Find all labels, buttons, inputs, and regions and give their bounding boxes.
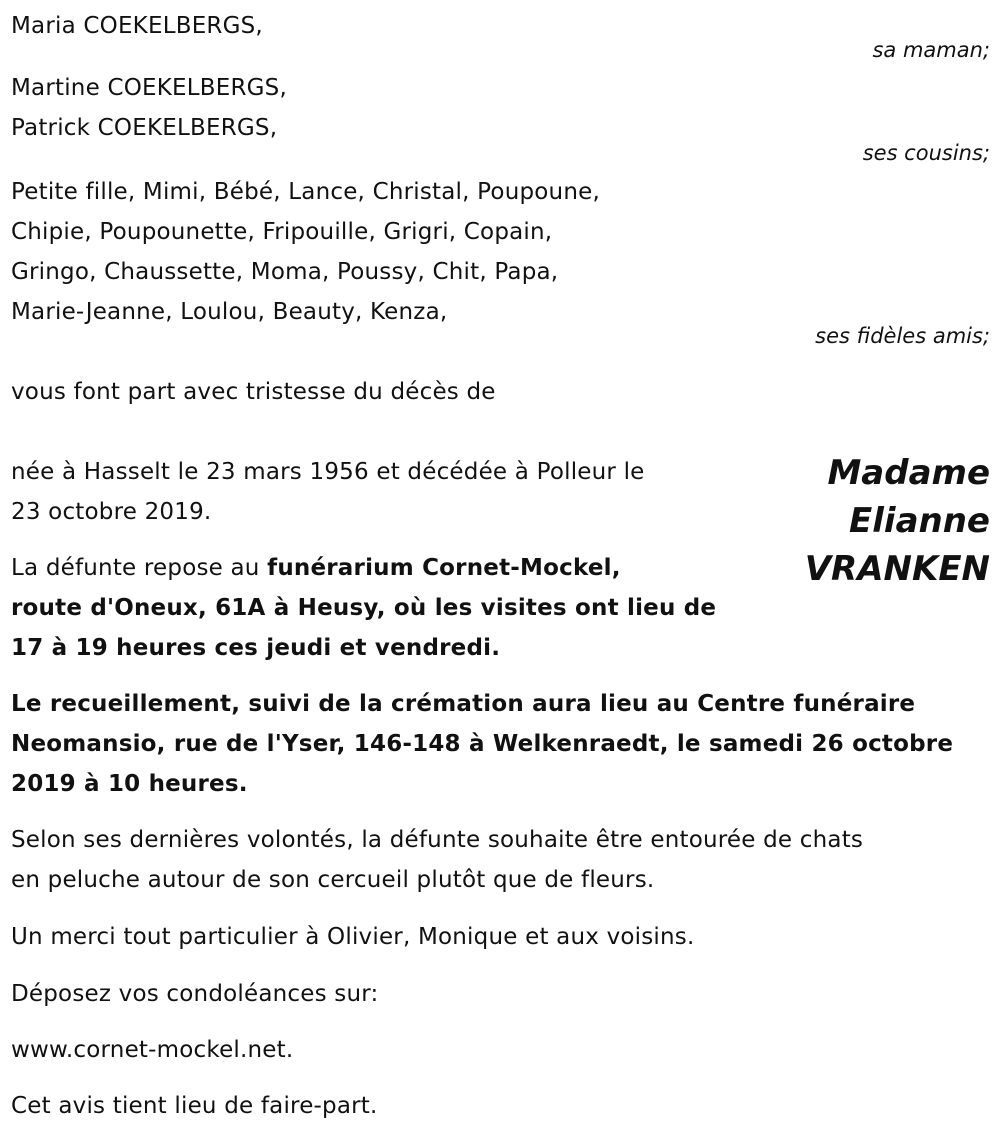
- closing-text: Cet avis tient lieu de faire-part.: [11, 1093, 378, 1119]
- mother-name: Maria COEKELBERGS,: [11, 13, 263, 39]
- ceremony-line: Neomansio, rue de l'Yser, 146-148 à Welkenraedt, le samedi 26 octobre: [11, 731, 954, 757]
- cousin-name: Martine COEKELBERGS,: [11, 75, 287, 101]
- birth-death-line: 23 octobre 2019.: [11, 499, 212, 525]
- cousin-name: Patrick COEKELBERGS,: [11, 115, 278, 141]
- friends-role: ses fidèles amis;: [815, 324, 990, 348]
- friends-line: Marie-Jeanne, Loulou, Beauty, Kenza,: [11, 299, 448, 325]
- visiting-hours: 17 à 19 heures ces jeudi et vendredi.: [11, 635, 501, 661]
- cousins-role: ses cousins;: [862, 141, 990, 165]
- ceremony-line: 2019 à 10 heures.: [11, 771, 248, 797]
- wishes-line: en peluche autour de son cercueil plutôt que de fleurs.: [11, 867, 655, 893]
- website-link[interactable]: www.cornet-mockel.net.: [11, 1037, 294, 1063]
- deceased-first-name: Elianne: [849, 501, 990, 541]
- repose-text: La défunte repose au: [11, 555, 268, 581]
- deceased-last-name: VRANKEN: [804, 549, 990, 589]
- funerarium-name: funérarium Cornet-Mockel,: [267, 555, 621, 581]
- deceased-title: Madame: [827, 453, 990, 493]
- birth-death-line: née à Hasselt le 23 mars 1956 et décédée à Polleur le: [11, 459, 645, 485]
- thanks-text: Un merci tout particulier à Olivier, Monique et aux voisins.: [11, 924, 695, 950]
- mother-role: sa maman;: [872, 38, 990, 62]
- ceremony-line: Le recueillement, suivi de la crémation aura lieu au Centre funéraire: [11, 691, 916, 717]
- friends-line: Petite fille, Mimi, Bébé, Lance, Christal, Poupoune,: [11, 179, 600, 205]
- repose-address: route d'Oneux, 61A à Heusy, où les visites ont lieu de: [11, 595, 717, 621]
- friends-line: Gringo, Chaussette, Moma, Poussy, Chit, Papa,: [11, 259, 559, 285]
- wishes-line: Selon ses dernières volontés, la défunte souhaite être entourée de chats: [11, 827, 864, 853]
- announcement-text: vous font part avec tristesse du décès de: [11, 379, 496, 405]
- condolences-text: Déposez vos condoléances sur:: [11, 981, 379, 1007]
- friends-line: Chipie, Poupounette, Fripouille, Grigri, Copain,: [11, 219, 553, 245]
- repose-line: [11, 548, 621, 588]
